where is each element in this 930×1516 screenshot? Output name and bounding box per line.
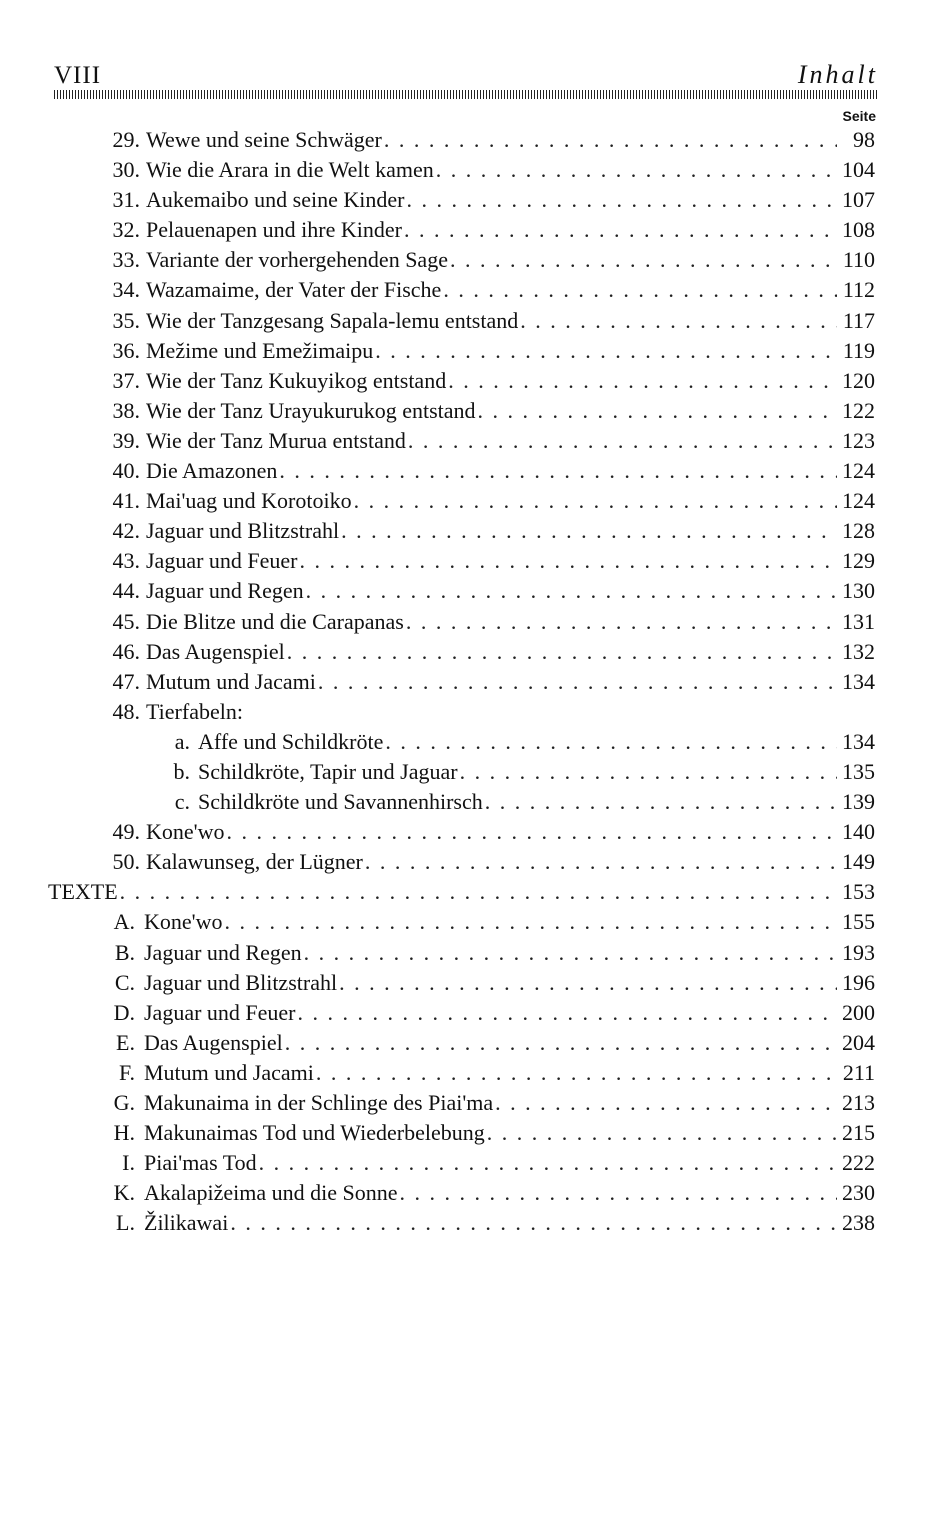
entry-page: 153: [842, 879, 875, 905]
entry-title: Kalawunseg, der Lügner: [146, 849, 363, 875]
entry-number: 45.: [112, 608, 140, 634]
entry-title: Žilikawai: [144, 1210, 229, 1236]
entry-title: Die Amazonen: [146, 458, 278, 484]
entry-page: 107: [842, 187, 875, 213]
dot-leader: [404, 185, 837, 215]
entry-number: 39.: [112, 427, 140, 453]
toc-text-entry: [0, 907, 930, 937]
page-number: VIII: [54, 62, 102, 89]
dot-leader: [373, 336, 837, 366]
dot-leader: [404, 607, 837, 637]
entry-page: 131: [842, 608, 875, 634]
dot-leader: [493, 1088, 837, 1118]
entry-number: 35.: [112, 307, 140, 333]
dot-leader: [302, 938, 837, 968]
dot-leader: [446, 366, 837, 396]
entry-number: G.: [113, 1090, 135, 1115]
entry-number: 43.: [112, 548, 140, 574]
entry-number: 41.: [112, 488, 140, 514]
toc-text-entry: [0, 1028, 930, 1058]
entry-page: 149: [842, 849, 875, 875]
toc-text-entry: [0, 1088, 930, 1118]
entry-page: 129: [842, 548, 875, 574]
entry-number: K.: [113, 1180, 135, 1206]
entry-title: Das Augenspiel: [144, 1029, 283, 1055]
header-rule: [54, 90, 878, 99]
toc-subentry: [0, 727, 930, 757]
entry-title: Mai'uag und Korotoiko: [146, 488, 352, 514]
entry-number: 29.: [112, 127, 140, 152]
entry-page: 120: [842, 367, 875, 393]
toc-text-entry: [0, 1058, 930, 1088]
entry-page: 196: [842, 969, 875, 995]
entry-page: 108: [842, 217, 875, 243]
dot-leader: [352, 486, 837, 516]
dot-leader: [402, 215, 837, 245]
entry-number: A.: [113, 909, 135, 935]
dot-leader: [228, 1208, 837, 1238]
entry-title: Schildkröte und Savannenhirsch: [198, 789, 483, 815]
entry-number: b.: [173, 758, 190, 784]
entry-title: Wewe und seine Schwäger: [146, 127, 382, 152]
dot-leader: [448, 245, 837, 275]
toc-text-entry: [0, 968, 930, 998]
toc-entry: [0, 576, 930, 606]
entry-page: 104: [842, 157, 875, 183]
toc-subentry: [0, 757, 930, 787]
entry-number: 44.: [112, 578, 140, 604]
toc-entry: [0, 546, 930, 576]
table-of-contents: [0, 125, 930, 1238]
entry-page: 238: [842, 1210, 875, 1236]
entry-title: Piai'mas Tod: [144, 1150, 257, 1176]
toc-entry: [0, 637, 930, 667]
entry-number: 50.: [112, 849, 140, 875]
entry-page: 193: [842, 939, 875, 965]
entry-title: Die Blitze und die Carapanas: [146, 608, 404, 634]
entry-title: Mežime und Emežimaipu: [146, 337, 374, 363]
dot-leader: [458, 757, 837, 787]
entry-number: 49.: [112, 819, 140, 845]
entry-title: Mutum und Jacami: [146, 668, 316, 694]
entry-number: 34.: [112, 277, 140, 303]
entry-number: 36.: [112, 337, 140, 363]
toc-entry-group-heading: [0, 697, 930, 727]
entry-title: Jaguar und Regen: [144, 939, 302, 965]
entry-title: Pelauenapen und ihre Kinder: [146, 217, 402, 243]
dot-leader: [225, 817, 837, 847]
dot-leader: [257, 1148, 837, 1178]
entry-page: 204: [842, 1029, 875, 1055]
entry-number: 37.: [112, 367, 140, 393]
dot-leader: [283, 1028, 837, 1058]
entry-number: 48.: [112, 698, 140, 724]
toc-entry: [0, 516, 930, 546]
dot-leader: [296, 998, 837, 1028]
entry-page: 215: [842, 1120, 875, 1146]
toc-entry: [0, 486, 930, 516]
entry-number: 47.: [112, 668, 140, 694]
entry-page: 128: [842, 518, 875, 544]
entry-number: C.: [114, 969, 135, 995]
entry-title: Kone'wo: [146, 819, 225, 845]
dot-leader: [518, 306, 837, 336]
entry-number: D.: [113, 999, 135, 1025]
entry-page: 222: [842, 1150, 875, 1176]
entry-title: Wie der Tanz Murua entstand: [146, 427, 406, 453]
entry-page: 124: [842, 488, 875, 514]
toc-entry: [0, 366, 930, 396]
dot-leader: [476, 396, 837, 426]
entry-title: Wie der Tanz Kukuyikog entstand: [146, 367, 447, 393]
toc-text-entry: [0, 1178, 930, 1208]
page-header: [48, 58, 880, 92]
toc-entry: [0, 185, 930, 215]
toc-entry: [0, 215, 930, 245]
dot-leader: [398, 1178, 837, 1208]
toc-entry: [0, 275, 930, 305]
dot-leader: [382, 125, 837, 155]
entry-number: L.: [116, 1210, 135, 1236]
toc-entry: [0, 426, 930, 456]
toc-entry: [0, 306, 930, 336]
toc-entry: [0, 847, 930, 877]
toc-entry: [0, 336, 930, 366]
dot-leader: [118, 877, 837, 907]
entry-page: 110: [842, 247, 875, 273]
entry-page: 98: [853, 127, 875, 152]
entry-page: 132: [842, 638, 875, 664]
dot-leader: [316, 667, 837, 697]
toc-text-entry: [0, 1118, 930, 1148]
dot-leader: [383, 727, 837, 757]
entry-page: 130: [842, 578, 875, 604]
dot-leader: [406, 426, 837, 456]
entry-title: Aukemaibo und seine Kinder: [146, 187, 405, 213]
entry-number: c.: [174, 789, 190, 815]
entry-title: Das Augenspiel: [146, 638, 285, 664]
entry-number: 40.: [112, 458, 140, 484]
entry-number: a.: [174, 728, 190, 754]
toc-entry: [0, 667, 930, 697]
entry-page: 200: [842, 999, 875, 1025]
dot-leader: [485, 1118, 837, 1148]
entry-title: Wie die Arara in die Welt kamen: [146, 157, 434, 183]
dot-leader: [434, 155, 837, 185]
entry-page: 112: [842, 277, 875, 303]
dot-leader: [298, 546, 837, 576]
entry-title: Mutum und Jacami: [144, 1059, 314, 1085]
dot-leader: [285, 637, 837, 667]
dot-leader: [337, 968, 837, 998]
entry-page: 119: [842, 337, 875, 363]
entry-page: 139: [842, 789, 875, 815]
toc-text-entry: [0, 1208, 930, 1238]
entry-title: Schildkröte, Tapir und Jaguar: [198, 758, 458, 784]
entry-page: 134: [842, 668, 875, 694]
dot-leader: [223, 907, 837, 937]
entry-page: 124: [842, 458, 875, 484]
entry-title: Wie der Tanz Urayukurukog entstand: [146, 397, 476, 423]
entry-number: I.: [122, 1150, 135, 1176]
entry-page: 135: [842, 758, 875, 784]
entry-title: Wazamaime, der Vater der Fische: [146, 277, 442, 303]
entry-number: 33.: [112, 247, 140, 273]
toc-entry: [0, 817, 930, 847]
toc-subentry: [0, 787, 930, 817]
entry-page: 213: [842, 1090, 875, 1115]
page-column-label: Seite: [842, 108, 876, 124]
entry-number: B.: [114, 939, 135, 965]
toc-entry: [0, 125, 930, 155]
entry-number: 30.: [112, 157, 140, 183]
dot-leader: [277, 456, 837, 486]
entry-number: 46.: [112, 638, 140, 664]
toc-section-heading: [0, 877, 930, 907]
entry-title: Jaguar und Feuer: [144, 999, 296, 1025]
toc-entry: [0, 456, 930, 486]
entry-page: [837, 697, 875, 727]
dot-leader: [483, 787, 837, 817]
entry-page: 122: [842, 397, 875, 423]
entry-title: Jaguar und Regen: [146, 578, 304, 604]
entry-number: F.: [119, 1059, 135, 1085]
toc-entry: [0, 396, 930, 426]
toc-entry: [0, 607, 930, 637]
entry-title: Jaguar und Blitzstrahl: [144, 969, 338, 995]
dot-leader: [314, 1058, 837, 1088]
entry-title: Wie der Tanzgesang Sapala-lemu entstand: [146, 307, 519, 333]
entry-page: 211: [842, 1059, 875, 1085]
entry-page: 140: [842, 819, 875, 845]
dot-leader: [339, 516, 837, 546]
dot-leader: [304, 576, 837, 606]
entry-number: 42.: [112, 518, 140, 544]
toc-text-entry: [0, 1148, 930, 1178]
entry-title: Jaguar und Feuer: [146, 548, 298, 574]
entry-number: H.: [113, 1120, 135, 1146]
dot-leader: [363, 847, 837, 877]
toc-entry: [0, 245, 930, 275]
entry-number: E.: [116, 1029, 135, 1055]
entry-page: 123: [842, 427, 875, 453]
entry-page: 155: [842, 909, 875, 935]
entry-page: 117: [842, 307, 875, 333]
running-title: Inhalt: [797, 60, 878, 89]
entry-number: 32.: [112, 217, 140, 243]
entry-page: 134: [842, 728, 875, 754]
toc-text-entry: [0, 998, 930, 1028]
entry-title: Kone'wo: [144, 909, 223, 935]
entry-number: 31.: [112, 187, 140, 213]
entry-number: 38.: [112, 397, 140, 423]
entry-title: Variante der vorhergehenden Sage: [146, 247, 448, 273]
toc-text-entry: [0, 938, 930, 968]
entry-title: Makunaimas Tod und Wiederbelebung: [144, 1120, 485, 1146]
entry-page: 230: [842, 1180, 875, 1206]
section-title: TEXTE: [48, 879, 118, 905]
entry-title: Affe und Schildkröte: [198, 728, 384, 754]
entry-title: Jaguar und Blitzstrahl: [146, 518, 340, 544]
entry-title: Akalapižeima und die Sonne: [144, 1180, 398, 1206]
toc-entry: [0, 155, 930, 185]
dot-leader: [441, 275, 837, 305]
entry-title: Tierfabeln:: [146, 698, 243, 724]
entry-title: Makunaima in der Schlinge des Piai'ma: [144, 1090, 494, 1115]
